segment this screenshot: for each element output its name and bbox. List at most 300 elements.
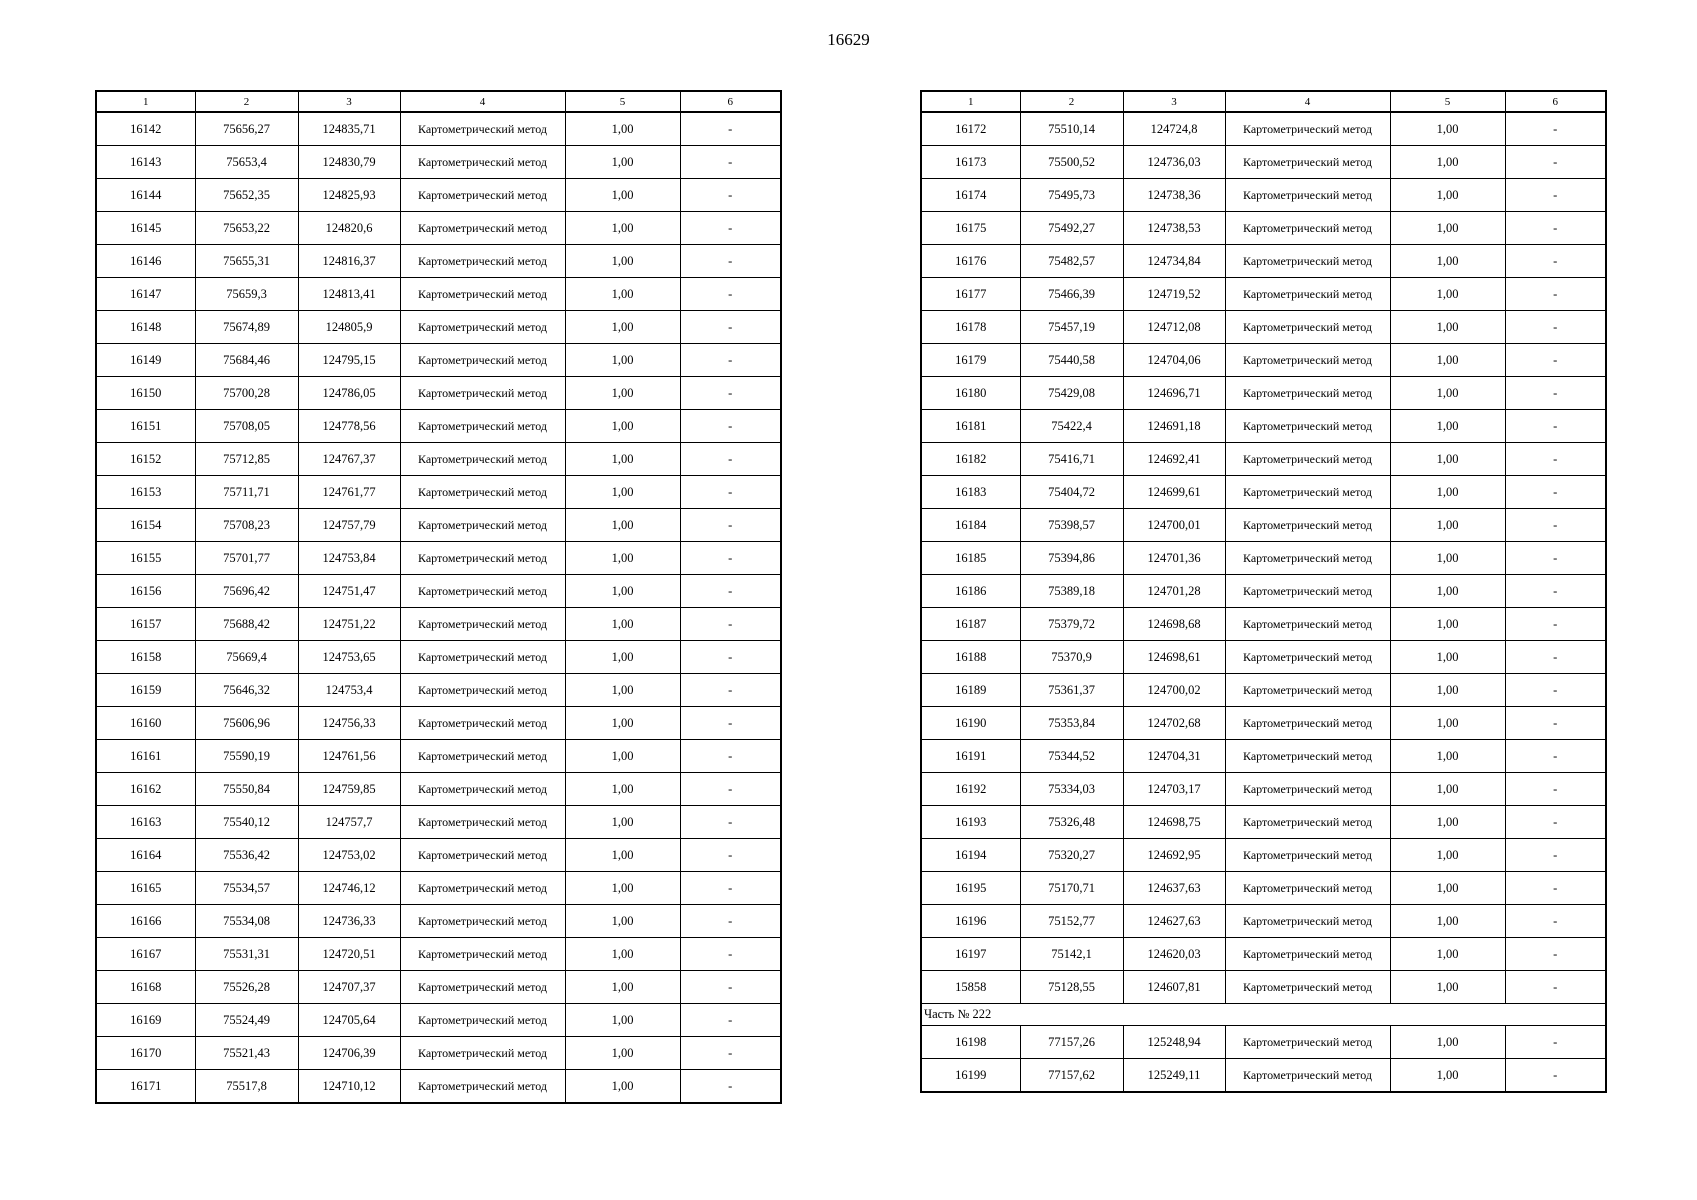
cell-note: - [680, 872, 781, 905]
cell-y-coordinate: 124751,22 [298, 608, 400, 641]
table-row [96, 542, 781, 575]
cell-method: Картометрический метод [1225, 608, 1390, 641]
cell-method: Картометрический метод [400, 1070, 565, 1104]
cell-point-number: 16143 [96, 146, 195, 179]
cell-point-number: 16181 [921, 410, 1020, 443]
cell-x-coordinate: 75652,35 [195, 179, 298, 212]
cell-y-coordinate: 124692,95 [1123, 839, 1225, 872]
cell-y-coordinate: 124835,71 [298, 112, 400, 146]
cell-note: - [1505, 212, 1606, 245]
cell-y-coordinate: 124696,71 [1123, 377, 1225, 410]
cell-accuracy: 1,00 [565, 806, 680, 839]
cell-accuracy: 1,00 [1390, 740, 1505, 773]
column-header-accuracy: 5 [565, 91, 680, 112]
cell-point-number: 16173 [921, 146, 1020, 179]
cell-point-number: 16198 [921, 1026, 1020, 1059]
cell-x-coordinate: 75534,57 [195, 872, 298, 905]
cell-x-coordinate: 75128,55 [1020, 971, 1123, 1004]
cell-y-coordinate: 124753,4 [298, 674, 400, 707]
cell-x-coordinate: 75457,19 [1020, 311, 1123, 344]
cell-note: - [1505, 938, 1606, 971]
cell-note: - [680, 707, 781, 740]
cell-point-number: 16187 [921, 608, 1020, 641]
cell-point-number: 16147 [96, 278, 195, 311]
table-row [96, 112, 781, 146]
cell-point-number: 16180 [921, 377, 1020, 410]
cell-method: Картометрический метод [1225, 839, 1390, 872]
cell-x-coordinate: 75646,32 [195, 674, 298, 707]
cell-y-coordinate: 124761,77 [298, 476, 400, 509]
cell-point-number: 16162 [96, 773, 195, 806]
cell-point-number: 16161 [96, 740, 195, 773]
cell-y-coordinate: 124702,68 [1123, 707, 1225, 740]
cell-y-coordinate: 124805,9 [298, 311, 400, 344]
cell-point-number: 16144 [96, 179, 195, 212]
cell-method: Картометрический метод [400, 476, 565, 509]
cell-point-number: 16190 [921, 707, 1020, 740]
cell-x-coordinate: 75170,71 [1020, 872, 1123, 905]
cell-accuracy: 1,00 [565, 1004, 680, 1037]
cell-y-coordinate: 124701,28 [1123, 575, 1225, 608]
cell-method: Картометрический метод [1225, 938, 1390, 971]
cell-accuracy: 1,00 [1390, 344, 1505, 377]
cell-x-coordinate: 75524,49 [195, 1004, 298, 1037]
cell-y-coordinate: 124620,03 [1123, 938, 1225, 971]
cell-x-coordinate: 75550,84 [195, 773, 298, 806]
cell-point-number: 16152 [96, 443, 195, 476]
cell-x-coordinate: 75708,05 [195, 410, 298, 443]
cell-y-coordinate: 124705,64 [298, 1004, 400, 1037]
cell-x-coordinate: 75370,9 [1020, 641, 1123, 674]
cell-point-number: 16148 [96, 311, 195, 344]
cell-point-number: 16185 [921, 542, 1020, 575]
cell-accuracy: 1,00 [565, 112, 680, 146]
cell-y-coordinate: 124753,84 [298, 542, 400, 575]
cell-note: - [1505, 905, 1606, 938]
cell-method: Картометрический метод [400, 905, 565, 938]
cell-note: - [680, 245, 781, 278]
cell-point-number: 16145 [96, 212, 195, 245]
cell-method: Картометрический метод [400, 707, 565, 740]
table-row [96, 1004, 781, 1037]
table-row [921, 112, 1606, 146]
table-row [96, 443, 781, 476]
cell-point-number: 16174 [921, 179, 1020, 212]
cell-y-coordinate: 124767,37 [298, 443, 400, 476]
coordinates-table-right [920, 90, 1607, 1093]
cell-method: Картометрический метод [1225, 112, 1390, 146]
cell-point-number: 16176 [921, 245, 1020, 278]
cell-method: Картометрический метод [1225, 344, 1390, 377]
cell-x-coordinate: 75429,08 [1020, 377, 1123, 410]
cell-note: - [1505, 245, 1606, 278]
cell-x-coordinate: 75142,1 [1020, 938, 1123, 971]
cell-x-coordinate: 75708,23 [195, 509, 298, 542]
cell-method: Картометрический метод [1225, 146, 1390, 179]
cell-method: Картометрический метод [400, 179, 565, 212]
column-header-point-number: 1 [96, 91, 195, 112]
cell-note: - [1505, 278, 1606, 311]
table-row [921, 179, 1606, 212]
table-row [96, 476, 781, 509]
cell-note: - [1505, 575, 1606, 608]
cell-method: Картометрический метод [400, 806, 565, 839]
cell-accuracy: 1,00 [1390, 112, 1505, 146]
cell-x-coordinate: 75536,42 [195, 839, 298, 872]
cell-y-coordinate: 124704,31 [1123, 740, 1225, 773]
cell-note: - [1505, 806, 1606, 839]
cell-point-number: 16155 [96, 542, 195, 575]
part-label: Часть № 222 [921, 1004, 1606, 1026]
cell-y-coordinate: 124757,7 [298, 806, 400, 839]
table-row [921, 773, 1606, 806]
cell-y-coordinate: 124698,61 [1123, 641, 1225, 674]
cell-y-coordinate: 124637,63 [1123, 872, 1225, 905]
table-row [96, 344, 781, 377]
table-row [921, 410, 1606, 443]
table-row [921, 872, 1606, 905]
cell-point-number: 16163 [96, 806, 195, 839]
cell-y-coordinate: 124753,02 [298, 839, 400, 872]
cell-x-coordinate: 75416,71 [1020, 443, 1123, 476]
table-row [921, 971, 1606, 1004]
cell-y-coordinate: 124724,8 [1123, 112, 1225, 146]
table-row [96, 707, 781, 740]
cell-y-coordinate: 124751,47 [298, 575, 400, 608]
cell-y-coordinate: 124704,06 [1123, 344, 1225, 377]
cell-accuracy: 1,00 [565, 542, 680, 575]
table-row [921, 740, 1606, 773]
cell-x-coordinate: 75422,4 [1020, 410, 1123, 443]
cell-y-coordinate: 124710,12 [298, 1070, 400, 1104]
cell-method: Картометрический метод [1225, 509, 1390, 542]
cell-note: - [680, 311, 781, 344]
cell-accuracy: 1,00 [565, 212, 680, 245]
table-row [921, 707, 1606, 740]
cell-note: - [680, 1037, 781, 1070]
cell-accuracy: 1,00 [565, 311, 680, 344]
table-row [96, 806, 781, 839]
cell-x-coordinate: 75701,77 [195, 542, 298, 575]
table-row [96, 905, 781, 938]
cell-y-coordinate: 124816,37 [298, 245, 400, 278]
cell-accuracy: 1,00 [1390, 905, 1505, 938]
cell-method: Картометрический метод [400, 245, 565, 278]
cell-method: Картометрический метод [400, 112, 565, 146]
table-row [96, 509, 781, 542]
table-row [96, 575, 781, 608]
cell-note: - [680, 112, 781, 146]
table-row [96, 773, 781, 806]
cell-note: - [680, 278, 781, 311]
cell-note: - [1505, 971, 1606, 1004]
cell-accuracy: 1,00 [565, 179, 680, 212]
cell-method: Картометрический метод [1225, 476, 1390, 509]
cell-x-coordinate: 75590,19 [195, 740, 298, 773]
column-header-y-coordinate: 3 [1123, 91, 1225, 112]
table-row [921, 509, 1606, 542]
cell-note: - [680, 377, 781, 410]
cell-note: - [680, 575, 781, 608]
table-row [921, 938, 1606, 971]
cell-y-coordinate: 124699,61 [1123, 476, 1225, 509]
cell-method: Картометрический метод [1225, 443, 1390, 476]
cell-note: - [1505, 872, 1606, 905]
cell-note: - [680, 212, 781, 245]
table-row [96, 311, 781, 344]
cell-y-coordinate: 124712,08 [1123, 311, 1225, 344]
table-row [921, 443, 1606, 476]
cell-accuracy: 1,00 [1390, 674, 1505, 707]
cell-y-coordinate: 125249,11 [1123, 1059, 1225, 1093]
cell-x-coordinate: 75531,31 [195, 938, 298, 971]
cell-accuracy: 1,00 [1390, 542, 1505, 575]
table-row [921, 905, 1606, 938]
cell-point-number: 16179 [921, 344, 1020, 377]
cell-note: - [680, 608, 781, 641]
cell-y-coordinate: 124701,36 [1123, 542, 1225, 575]
cell-note: - [680, 641, 781, 674]
table-row [921, 344, 1606, 377]
cell-note: - [1505, 674, 1606, 707]
cell-note: - [1505, 410, 1606, 443]
cell-point-number: 16151 [96, 410, 195, 443]
cell-x-coordinate: 75361,37 [1020, 674, 1123, 707]
cell-point-number: 16142 [96, 112, 195, 146]
table-row [96, 839, 781, 872]
cell-point-number: 16177 [921, 278, 1020, 311]
cell-point-number: 16167 [96, 938, 195, 971]
cell-note: - [1505, 608, 1606, 641]
column-header-y-coordinate: 3 [298, 91, 400, 112]
cell-method: Картометрический метод [1225, 707, 1390, 740]
cell-accuracy: 1,00 [565, 476, 680, 509]
cell-note: - [1505, 146, 1606, 179]
cell-point-number: 16170 [96, 1037, 195, 1070]
table-row [921, 806, 1606, 839]
cell-x-coordinate: 77157,62 [1020, 1059, 1123, 1093]
cell-x-coordinate: 75526,28 [195, 971, 298, 1004]
cell-accuracy: 1,00 [1390, 443, 1505, 476]
table-row [921, 146, 1606, 179]
cell-note: - [1505, 476, 1606, 509]
cell-x-coordinate: 75534,08 [195, 905, 298, 938]
column-header-note: 6 [1505, 91, 1606, 112]
cell-method: Картометрический метод [400, 509, 565, 542]
cell-method: Картометрический метод [1225, 311, 1390, 344]
cell-method: Картометрический метод [1225, 872, 1390, 905]
cell-accuracy: 1,00 [565, 509, 680, 542]
cell-y-coordinate: 124825,93 [298, 179, 400, 212]
page-number: 16629 [827, 30, 870, 49]
cell-x-coordinate: 75500,52 [1020, 146, 1123, 179]
cell-x-coordinate: 75684,46 [195, 344, 298, 377]
cell-method: Картометрический метод [1225, 674, 1390, 707]
cell-method: Картометрический метод [400, 872, 565, 905]
cell-x-coordinate: 75482,57 [1020, 245, 1123, 278]
cell-point-number: 16166 [96, 905, 195, 938]
cell-note: - [1505, 839, 1606, 872]
cell-method: Картометрический метод [400, 740, 565, 773]
cell-accuracy: 1,00 [1390, 509, 1505, 542]
cell-y-coordinate: 124778,56 [298, 410, 400, 443]
cell-y-coordinate: 124761,56 [298, 740, 400, 773]
cell-y-coordinate: 124627,63 [1123, 905, 1225, 938]
cell-x-coordinate: 75394,86 [1020, 542, 1123, 575]
cell-method: Картометрический метод [1225, 971, 1390, 1004]
cell-method: Картометрический метод [400, 410, 565, 443]
cell-method: Картометрический метод [400, 773, 565, 806]
cell-method: Картометрический метод [1225, 542, 1390, 575]
column-header-method: 4 [400, 91, 565, 112]
cell-method: Картометрический метод [1225, 179, 1390, 212]
table-row [921, 641, 1606, 674]
cell-note: - [680, 839, 781, 872]
cell-accuracy: 1,00 [1390, 971, 1505, 1004]
cell-note: - [1505, 740, 1606, 773]
cell-note: - [680, 146, 781, 179]
table-header-row [96, 91, 781, 112]
cell-accuracy: 1,00 [1390, 773, 1505, 806]
table-row [921, 377, 1606, 410]
cell-x-coordinate: 75700,28 [195, 377, 298, 410]
cell-note: - [1505, 542, 1606, 575]
cell-x-coordinate: 75656,27 [195, 112, 298, 146]
cell-accuracy: 1,00 [1390, 1059, 1505, 1093]
cell-x-coordinate: 75521,43 [195, 1037, 298, 1070]
cell-accuracy: 1,00 [1390, 377, 1505, 410]
cell-point-number: 16158 [96, 641, 195, 674]
cell-point-number: 16149 [96, 344, 195, 377]
cell-method: Картометрический метод [1225, 1059, 1390, 1093]
cell-note: - [1505, 1059, 1606, 1093]
cell-note: - [1505, 112, 1606, 146]
table-row [921, 311, 1606, 344]
cell-point-number: 16165 [96, 872, 195, 905]
table-row [96, 674, 781, 707]
cell-y-coordinate: 124698,68 [1123, 608, 1225, 641]
cell-method: Картометрический метод [1225, 212, 1390, 245]
table-row [921, 245, 1606, 278]
cell-point-number: 16188 [921, 641, 1020, 674]
cell-y-coordinate: 124746,12 [298, 872, 400, 905]
table-row [96, 245, 781, 278]
cell-accuracy: 1,00 [565, 839, 680, 872]
cell-x-coordinate: 75440,58 [1020, 344, 1123, 377]
cell-note: - [680, 740, 781, 773]
cell-note: - [1505, 509, 1606, 542]
cell-method: Картометрический метод [1225, 377, 1390, 410]
cell-y-coordinate: 124795,15 [298, 344, 400, 377]
column-header-method: 4 [1225, 91, 1390, 112]
table-row [921, 476, 1606, 509]
cell-point-number: 16178 [921, 311, 1020, 344]
cell-accuracy: 1,00 [565, 377, 680, 410]
table-header-row [921, 91, 1606, 112]
cell-method: Картометрический метод [1225, 278, 1390, 311]
cell-point-number: 16189 [921, 674, 1020, 707]
cell-accuracy: 1,00 [565, 905, 680, 938]
table-row [96, 872, 781, 905]
cell-note: - [680, 674, 781, 707]
cell-point-number: 16193 [921, 806, 1020, 839]
cell-note: - [1505, 707, 1606, 740]
cell-y-coordinate: 124700,02 [1123, 674, 1225, 707]
cell-method: Картометрический метод [400, 1037, 565, 1070]
cell-x-coordinate: 75495,73 [1020, 179, 1123, 212]
cell-point-number: 16196 [921, 905, 1020, 938]
cell-y-coordinate: 124706,39 [298, 1037, 400, 1070]
cell-method: Картометрический метод [400, 971, 565, 1004]
cell-point-number: 16157 [96, 608, 195, 641]
cell-accuracy: 1,00 [1390, 839, 1505, 872]
cell-y-coordinate: 124720,51 [298, 938, 400, 971]
table-row [921, 278, 1606, 311]
cell-x-coordinate: 75353,84 [1020, 707, 1123, 740]
cell-accuracy: 1,00 [1390, 641, 1505, 674]
cell-method: Картометрический метод [400, 575, 565, 608]
cell-method: Картометрический метод [1225, 806, 1390, 839]
cell-accuracy: 1,00 [565, 278, 680, 311]
cell-accuracy: 1,00 [1390, 575, 1505, 608]
column-header-accuracy: 5 [1390, 91, 1505, 112]
cell-note: - [680, 806, 781, 839]
cell-point-number: 16194 [921, 839, 1020, 872]
cell-point-number: 16171 [96, 1070, 195, 1104]
table-row [921, 1026, 1606, 1059]
cell-x-coordinate: 75152,77 [1020, 905, 1123, 938]
cell-x-coordinate: 75326,48 [1020, 806, 1123, 839]
cell-y-coordinate: 124691,18 [1123, 410, 1225, 443]
table-row [96, 212, 781, 245]
cell-point-number: 16153 [96, 476, 195, 509]
cell-accuracy: 1,00 [565, 938, 680, 971]
cell-y-coordinate: 124707,37 [298, 971, 400, 1004]
cell-accuracy: 1,00 [565, 146, 680, 179]
cell-method: Картометрический метод [400, 278, 565, 311]
cell-method: Картометрический метод [400, 146, 565, 179]
cell-point-number: 16172 [921, 112, 1020, 146]
cell-method: Картометрический метод [400, 938, 565, 971]
cell-accuracy: 1,00 [1390, 938, 1505, 971]
part-label-row [921, 1004, 1606, 1026]
cell-method: Картометрический метод [400, 608, 565, 641]
cell-accuracy: 1,00 [565, 872, 680, 905]
cell-x-coordinate: 75606,96 [195, 707, 298, 740]
cell-y-coordinate: 124738,53 [1123, 212, 1225, 245]
cell-method: Картометрический метод [400, 674, 565, 707]
cell-method: Картометрический метод [1225, 1026, 1390, 1059]
cell-point-number: 16184 [921, 509, 1020, 542]
table-row [921, 212, 1606, 245]
cell-accuracy: 1,00 [565, 707, 680, 740]
cell-method: Картометрический метод [400, 377, 565, 410]
cell-y-coordinate: 124759,85 [298, 773, 400, 806]
cell-accuracy: 1,00 [565, 971, 680, 1004]
cell-x-coordinate: 75404,72 [1020, 476, 1123, 509]
cell-accuracy: 1,00 [1390, 806, 1505, 839]
cell-y-coordinate: 124736,03 [1123, 146, 1225, 179]
cell-note: - [680, 443, 781, 476]
cell-y-coordinate: 124698,75 [1123, 806, 1225, 839]
cell-x-coordinate: 75696,42 [195, 575, 298, 608]
cell-x-coordinate: 75653,22 [195, 212, 298, 245]
cell-y-coordinate: 124719,52 [1123, 278, 1225, 311]
cell-point-number: 16186 [921, 575, 1020, 608]
cell-x-coordinate: 75711,71 [195, 476, 298, 509]
cell-note: - [1505, 773, 1606, 806]
cell-note: - [680, 773, 781, 806]
